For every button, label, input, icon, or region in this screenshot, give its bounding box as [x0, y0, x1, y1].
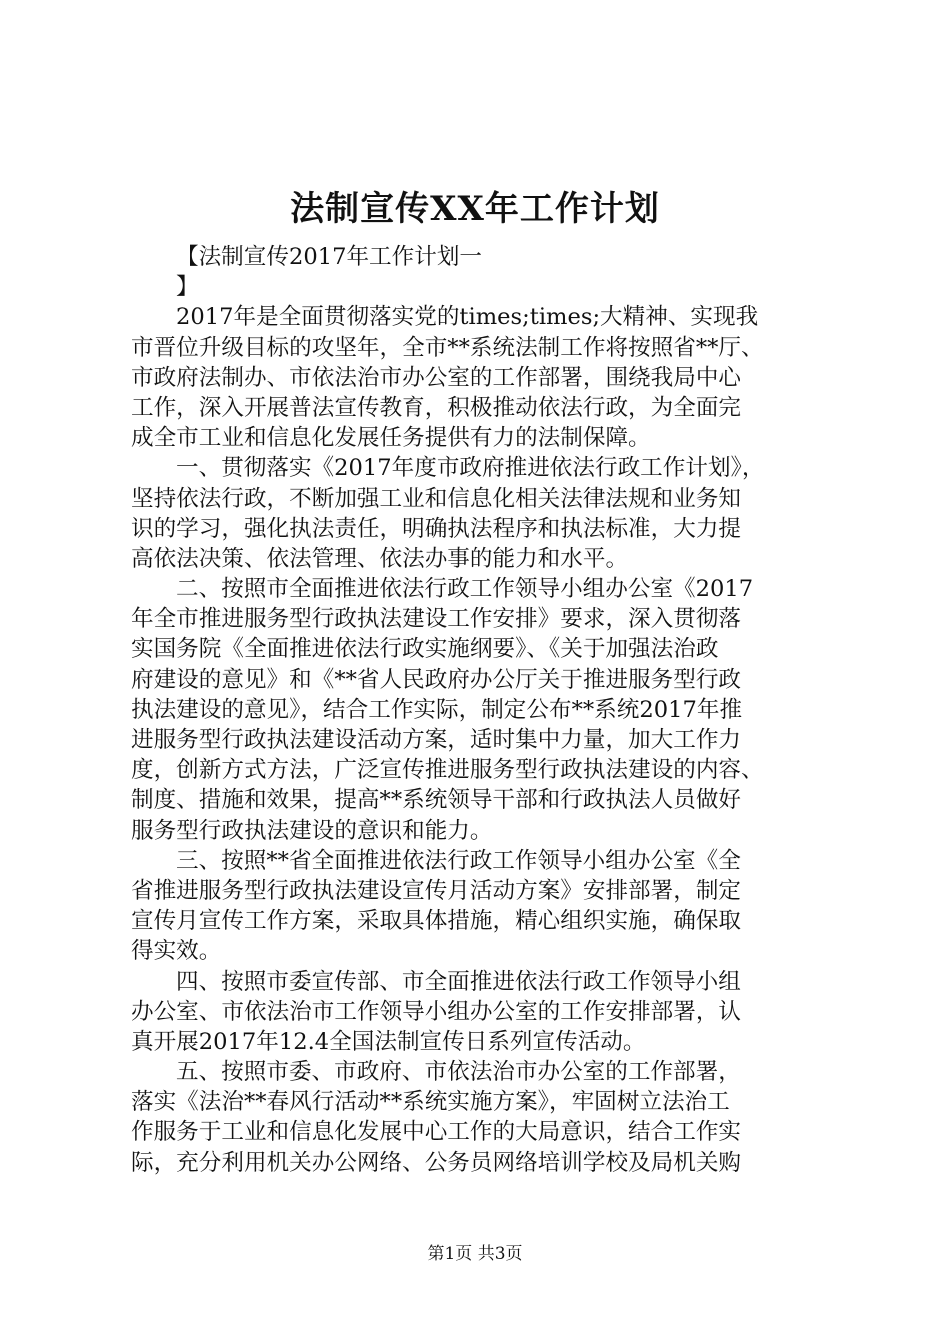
paragraph-line: 得实效。 — [131, 938, 222, 965]
paragraph-line: 际，充分利用机关办公网络、公务员网络培训学校及局机关购 — [131, 1149, 742, 1176]
paragraph-line: 一、贯彻落实《2017年度市政府推进依法行政工作计划》， — [176, 455, 765, 482]
paragraph-line: 市政府法制办、市依法治市办公室的工作部署，围绕我局中心 — [131, 364, 742, 391]
paragraph-line: 办公室、市依法治市工作领导小组办公室的工作安排部署，认 — [131, 998, 742, 1025]
paragraph-line: 年全市推进服务型行政执法建设工作安排》要求，深入贯彻落 — [131, 606, 742, 633]
document-body — [131, 242, 831, 1178]
paragraph-line: 坚持依法行政，不断加强工业和信息化相关法律法规和业务知 — [131, 485, 742, 512]
subtitle-line: 【法制宣传2017年工作计划一 — [176, 244, 483, 270]
subtitle-line: 】 — [176, 274, 199, 301]
paragraph-line: 实国务院《全面推进依法行政实施纲要》、《关于加强法治政 — [131, 636, 719, 663]
paragraph-line: 服务型行政执法建设的意识和能力。 — [131, 817, 493, 844]
document-title: 法制宣传XX年工作计划 — [290, 189, 660, 229]
paragraph-line: 五、按照市委、市政府、市依法治市办公室的工作部署， — [176, 1059, 741, 1086]
paragraph-line: 工作，深入开展普法宣传教育，积极推动依法行政，为全面完 — [131, 394, 742, 421]
paragraph-line: 高依法决策、依法管理、依法办事的能力和水平。 — [131, 545, 629, 572]
paragraph-line: 度，创新方式方法，广泛宣传推进服务型行政执法建设的内容、 — [131, 757, 764, 784]
paragraph-line: 三、按照**省全面推进依法行政工作领导小组办公室《全 — [176, 847, 741, 874]
paragraph-line: 二、按照市全面推进依法行政工作领导小组办公室《2017 — [176, 576, 754, 603]
paragraph-line: 落实《法治**春风行活动**系统实施方案》，牢固树立法治工 — [131, 1089, 730, 1116]
paragraph-line: 府建设的意见》和《**省人民政府办公厅关于推进服务型行政 — [131, 666, 742, 693]
paragraph-line: 作服务于工业和信息化发展中心工作的大局意识，结合工作实 — [131, 1119, 742, 1146]
paragraph-line: 真开展2017年12.4全国法制宣传日系列宣传活动。 — [131, 1028, 646, 1055]
paragraph-line: 成全市工业和信息化发展任务提供有力的法制保障。 — [131, 425, 651, 452]
paragraph-line: 执法建设的意见》，结合工作实际，制定公布**系统2017年推 — [131, 696, 743, 723]
paragraph-line: 四、按照市委宣传部、市全面推进依法行政工作领导小组 — [176, 968, 741, 995]
paragraph-line: 制度、措施和效果，提高**系统领导干部和行政执法人员做好 — [131, 787, 742, 814]
paragraph-line: 市晋位升级目标的攻坚年，全市**系统法制工作将按照省**厅、 — [131, 334, 764, 361]
paragraph-line: 省推进服务型行政执法建设宣传月活动方案》安排部署，制定 — [131, 877, 742, 904]
page-footer: 第1页 共3页 — [427, 1244, 523, 1264]
paragraph-line: 2017年是全面贯彻落实党的times;times;大精神、实现我 — [176, 304, 759, 331]
paragraph-line: 宣传月宣传工作方案，采取具体措施，精心组织实施，确保取 — [131, 908, 742, 935]
paragraph-line: 识的学习，强化执法责任，明确执法程序和执法标准，大力提 — [131, 515, 742, 542]
paragraph-line: 进服务型行政执法建设活动方案，适时集中力量，加大工作力 — [131, 727, 742, 753]
